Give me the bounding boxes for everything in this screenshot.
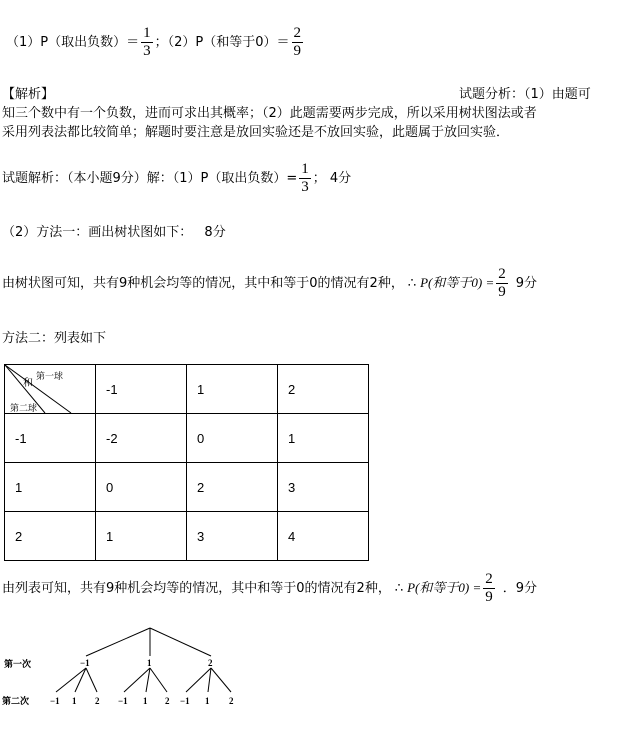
answer-line — [6, 25, 305, 60]
tree-conclusion-text: 由树状图可知，共有9种机会均等的情况，其中和等于0的情况有2种， — [2, 276, 404, 291]
table-row-header: 2 — [5, 512, 96, 561]
corner-sum: 和 — [23, 378, 33, 389]
solution-score: ； 4分 — [312, 171, 352, 186]
fraction-denominator: 9 — [293, 43, 302, 59]
therefore-symbol: ∴ — [394, 581, 404, 596]
method1-text: （2）方法一：画出树状图如下： — [2, 225, 193, 240]
formula-text: P(和等于0) = — [407, 580, 482, 595]
table-cell: 0 — [187, 414, 278, 463]
table-column-header: -1 — [96, 365, 187, 414]
fraction-denominator: 9 — [485, 589, 493, 605]
answer-part2: ；（2）P（和等于0）＝ — [154, 35, 290, 50]
fraction-numerator: 2 — [293, 25, 302, 41]
tree-conclusion-line — [2, 266, 537, 301]
tree-leaf: 1 — [72, 696, 77, 706]
method2-text: 方法二：列表如下 — [2, 331, 107, 346]
tree-node: 2 — [208, 658, 213, 668]
probability-formula — [420, 275, 494, 290]
answer-fraction-1 — [141, 25, 153, 60]
table-column-header: 2 — [278, 365, 369, 414]
sum-table — [4, 364, 369, 561]
table-row — [5, 512, 369, 561]
tree-conclusion-fraction — [496, 266, 508, 301]
tree-leaf: 2 — [229, 696, 234, 706]
method1-score: 8分 — [204, 225, 226, 240]
method1-line — [2, 221, 226, 240]
table-corner-cell — [5, 365, 96, 414]
table-row-header: 1 — [5, 463, 96, 512]
answer-part1: （1）P（取出负数）＝ — [6, 35, 140, 50]
fraction-numerator: 2 — [485, 571, 493, 587]
fraction-numerator: 1 — [143, 25, 151, 41]
tree-leaf: 2 — [95, 696, 100, 706]
therefore-symbol: ∴ — [407, 276, 417, 291]
table-cell: -2 — [96, 414, 187, 463]
table-row — [5, 414, 369, 463]
fraction-denominator: 3 — [301, 179, 309, 195]
tree-node: 1 — [147, 658, 152, 668]
tree-conclusion-score: 9分 — [515, 276, 538, 291]
table-cell: 3 — [187, 512, 278, 561]
tree-diagram — [0, 620, 630, 730]
table-conclusion-fraction — [483, 571, 495, 606]
solution-line — [2, 161, 351, 196]
table-row — [5, 463, 369, 512]
analysis-tag: 【解析】 — [2, 87, 55, 102]
fraction-numerator: 1 — [301, 161, 309, 177]
corner-first-ball: 第一球 — [36, 371, 64, 381]
tree-leaf: 1 — [205, 696, 210, 706]
solution-text: 试题解析：（本小题9分）解：（1）P（取出负数）= — [2, 171, 298, 186]
table-cell: 4 — [278, 512, 369, 561]
tree-leaf: −1 — [50, 696, 60, 706]
table-cell: 1 — [278, 414, 369, 463]
analysis-line-2: 知三个数中有一个负数，进而可求出其概率；（2）此题需要两步完成，所以采用树状图法或者 — [2, 106, 537, 121]
probability-formula — [407, 580, 481, 595]
table-header-row — [5, 365, 369, 414]
tree-labels — [2, 658, 234, 706]
table-row-header: -1 — [5, 414, 96, 463]
analysis-line-3: 采用列表法都比较简单；解题时要注意是放回实验还是不放回实验，此题属于放回实验． — [2, 125, 510, 140]
formula-text: P(和等于0) = — [420, 275, 495, 290]
solution-fraction — [299, 161, 311, 196]
tree-leaf: 2 — [165, 696, 170, 706]
table-conclusion-line — [2, 571, 537, 606]
tree-leaf: −1 — [118, 696, 128, 706]
table-column-header: 1 — [187, 365, 278, 414]
tree-leaf: −1 — [180, 696, 190, 706]
table-cell: 0 — [96, 463, 187, 512]
tree-level1-label: 第一次 — [4, 659, 32, 669]
table-conclusion-score: ．9分 — [502, 581, 538, 596]
fraction-denominator: 9 — [498, 284, 506, 300]
tree-leaf: 1 — [143, 696, 148, 706]
tree-level2-label: 第二次 — [2, 696, 30, 706]
answer-fraction-2 — [292, 25, 304, 60]
tree-node: −1 — [80, 658, 90, 668]
table-conclusion-text: 由列表可知，共有9种机会均等的情况，其中和等于0的情况有2种， — [2, 581, 391, 596]
table-cell: 3 — [278, 463, 369, 512]
corner-second-ball: 第二球 — [10, 403, 38, 413]
table-cell: 1 — [96, 512, 187, 561]
analysis-intro: 试题分析：（1）由题可 — [459, 87, 591, 102]
table-cell: 2 — [187, 463, 278, 512]
fraction-denominator: 3 — [143, 43, 151, 59]
fraction-numerator: 2 — [498, 266, 506, 282]
